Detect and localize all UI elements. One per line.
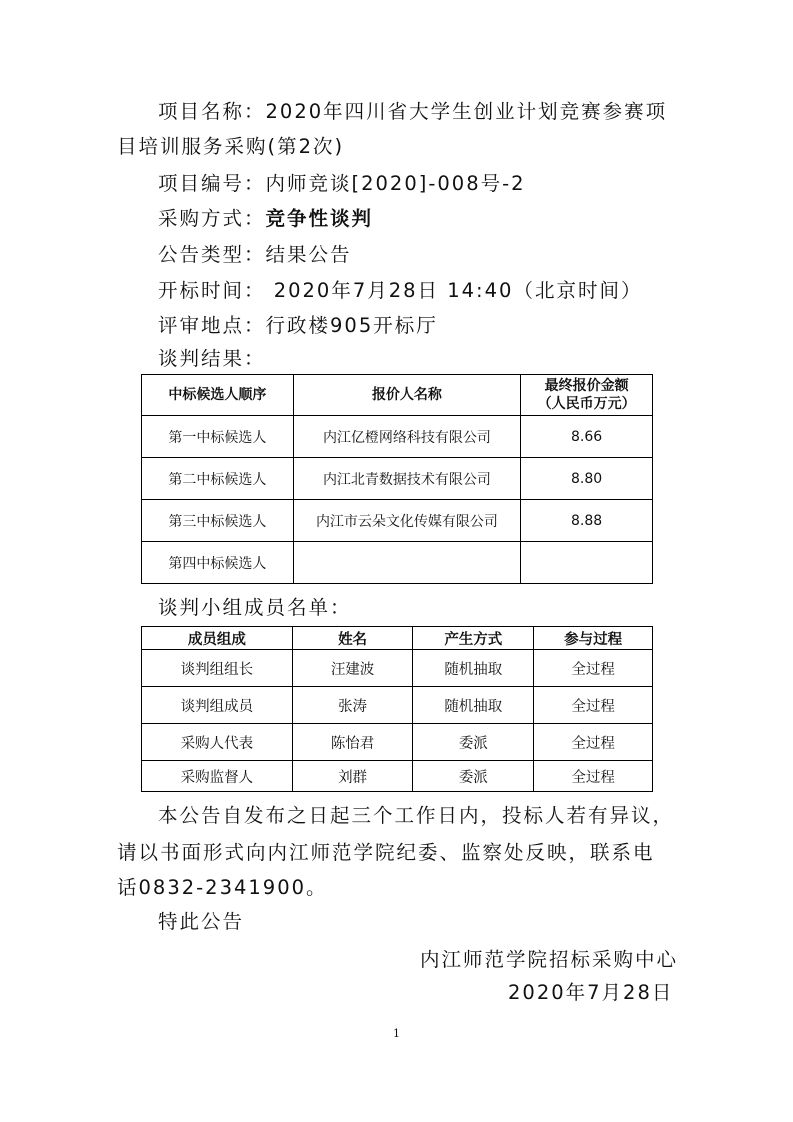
table-row <box>142 687 653 724</box>
member-name-cell: 汪建波 <box>292 650 413 687</box>
rank-cell: 第三中标候选人 <box>142 500 294 542</box>
header-name: 姓名 <box>292 627 413 650</box>
header-role: 成员组成 <box>142 627 293 650</box>
table-row <box>142 724 653 761</box>
notice-type: 公告类型：结果公告 <box>158 243 352 266</box>
results-table <box>141 374 653 584</box>
process-cell: 全过程 <box>534 724 653 761</box>
table-row <box>142 500 653 542</box>
project-code: 项目编号：内师竞谈[2020]-008号-2 <box>158 172 526 195</box>
rank-cell: 第一中标候选人 <box>142 416 294 458</box>
amount-cell: 8.88 <box>521 500 653 542</box>
header-method: 产生方式 <box>413 627 534 650</box>
process-cell: 全过程 <box>534 687 653 724</box>
table-row <box>142 458 653 500</box>
header-process: 参与过程 <box>534 627 653 650</box>
header-bidder-name: 报价人名称 <box>293 375 521 416</box>
header-final-amount-line1: 最终报价金额 <box>544 378 629 394</box>
notice-line2: 请以书面形式向内江师范学院纪委、监察处反映，联系电 <box>117 841 655 864</box>
process-cell: 全过程 <box>534 761 653 792</box>
method-cell: 随机抽取 <box>413 650 534 687</box>
process-cell: 全过程 <box>534 650 653 687</box>
notice-line3: 话0832-2341900。 <box>117 876 328 899</box>
member-name-cell: 陈怡君 <box>292 724 413 761</box>
project-name-line1: 项目名称：2020年四川省大学生创业计划竞赛参赛项 <box>158 100 668 123</box>
project-name-line2: 目培训服务采购(第2次) <box>117 135 345 158</box>
amount-cell <box>521 542 653 584</box>
rank-cell: 第二中标候选人 <box>142 458 294 500</box>
results-header-row <box>142 375 653 416</box>
member-name-cell: 张涛 <box>292 687 413 724</box>
rank-cell: 第四中标候选人 <box>142 542 294 584</box>
procurement-label: 采购方式： <box>158 207 266 230</box>
members-table <box>141 626 653 792</box>
amount-cell: 8.66 <box>521 416 653 458</box>
table-row <box>142 650 653 687</box>
table-row <box>142 761 653 792</box>
opening-time: 开标时间： 2020年7月28日 14:40（北京时间） <box>158 279 643 302</box>
role-cell: 采购人代表 <box>142 724 293 761</box>
members-header-row <box>142 627 653 650</box>
header-final-amount-line2: （人民币万元） <box>537 396 636 412</box>
signature-date: 2020年7月28日 <box>508 981 674 1004</box>
header-rank: 中标候选人顺序 <box>142 375 294 416</box>
procurement-value: 竞争性谈判 <box>265 207 374 230</box>
role-cell: 谈判组组长 <box>142 650 293 687</box>
header-final-amount <box>521 375 653 416</box>
signature-org: 内江师范学院招标采购中心 <box>420 948 679 971</box>
members-heading: 谈判小组成员名单： <box>158 596 352 619</box>
venue: 评审地点：行政楼905开标厅 <box>158 314 438 337</box>
results-heading: 谈判结果： <box>158 347 266 370</box>
method-cell: 委派 <box>413 761 534 792</box>
method-cell: 委派 <box>413 724 534 761</box>
notice-line1: 本公告自发布之日起三个工作日内，投标人若有异议， <box>158 804 675 827</box>
member-name-cell: 刘群 <box>292 761 413 792</box>
bidder-cell: 内江北青数据技术有限公司 <box>293 458 521 500</box>
role-cell: 谈判组成员 <box>142 687 293 724</box>
page-number: 1 <box>393 1027 400 1040</box>
method-cell: 随机抽取 <box>413 687 534 724</box>
role-cell: 采购监督人 <box>142 761 293 792</box>
table-row <box>142 542 653 584</box>
closing-text: 特此公告 <box>158 910 245 933</box>
procurement-method <box>158 205 373 233</box>
amount-cell: 8.80 <box>521 458 653 500</box>
bidder-cell <box>293 542 521 584</box>
bidder-cell: 内江亿橙网络科技有限公司 <box>293 416 521 458</box>
bidder-cell: 内江市云朵文化传媒有限公司 <box>293 500 521 542</box>
table-row <box>142 416 653 458</box>
